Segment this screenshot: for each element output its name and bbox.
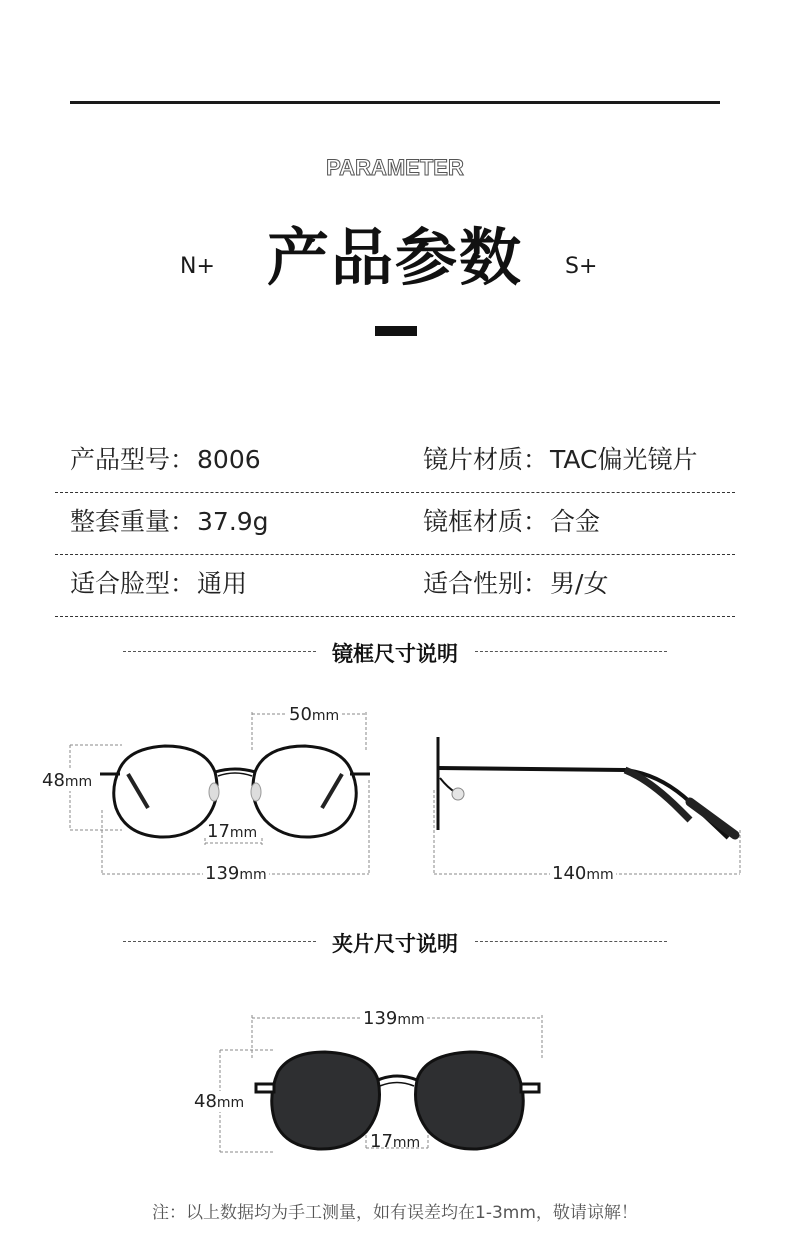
frame-diagram <box>0 690 790 890</box>
spec-gender: 适合性别：男/女 <box>423 569 609 598</box>
english-heading: PARAMETER <box>326 155 464 180</box>
spec-row <box>55 554 735 617</box>
temple-length-label: 140mm <box>552 863 614 884</box>
spec-face-shape: 适合脸型：通用 <box>70 569 248 598</box>
clip-height-label: 48mm <box>194 1091 245 1112</box>
right-tag: S+ <box>565 254 598 279</box>
spec-row <box>55 430 735 493</box>
frame-section-title: 镜框尺寸说明 <box>332 642 458 666</box>
top-divider <box>70 101 720 104</box>
spec-row <box>55 492 735 555</box>
spec-lens-material: 镜片材质：TAC偏光镜片 <box>423 445 698 474</box>
clip-width-label: 139mm <box>363 1008 425 1029</box>
measurement-note: 注：以上数据均为手工测量，如有误差均在1-3mm，敬请谅解！ <box>152 1203 638 1223</box>
left-tag: N+ <box>180 254 215 279</box>
spec-frame-material: 镜框材质：合金 <box>423 507 601 536</box>
lens-width-label: 50mm <box>289 704 340 725</box>
clip-bridge-label: 17mm <box>370 1131 421 1152</box>
clip-section-title: 夹片尺寸说明 <box>332 932 458 956</box>
page-title: 产品参数 <box>266 221 523 294</box>
bridge-label: 17mm <box>207 821 258 842</box>
title-underline <box>375 326 417 336</box>
side-glasses-icon <box>438 737 735 838</box>
spec-weight: 整套重量：37.9g <box>70 507 269 536</box>
lens-height-label: 48mm <box>42 770 93 791</box>
total-width-label: 139mm <box>205 863 267 884</box>
spec-model: 产品型号：8006 <box>70 445 261 474</box>
